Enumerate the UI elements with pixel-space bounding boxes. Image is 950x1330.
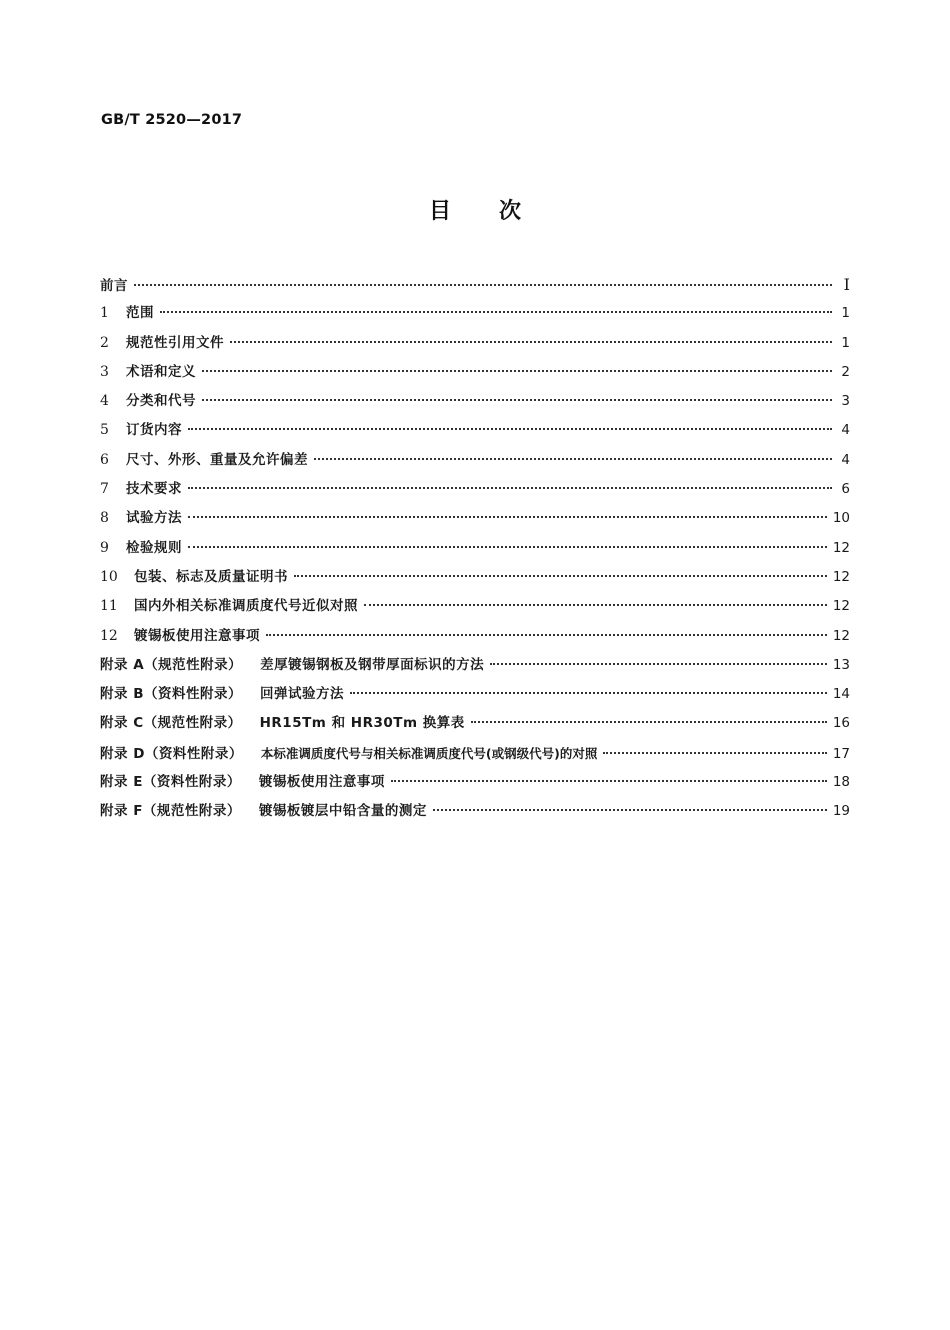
toc-entry-annex-b[interactable] (100, 680, 850, 709)
document-code: GB/T 2520—2017 (101, 112, 243, 128)
toc-annex-label: 附录 B（资料性附录） (100, 686, 242, 703)
toc-entry-temper-comparison[interactable] (100, 592, 850, 621)
toc-entry-annex-d[interactable] (100, 739, 850, 768)
toc-page-number: 1 (841, 334, 850, 351)
toc-dot-leader (603, 751, 826, 754)
toc-entry-number: 3 (100, 363, 109, 380)
toc-page-number: 6 (841, 481, 850, 498)
toc-entry-text: 范围 (126, 305, 154, 322)
toc-dot-leader (188, 486, 832, 489)
toc-dot-leader (314, 457, 832, 460)
toc-page-number: 16 (832, 715, 850, 732)
toc-list (100, 270, 850, 827)
toc-entry-dimensions[interactable] (100, 446, 850, 475)
toc-entry-text: 检验规则 (126, 539, 182, 556)
toc-entry-classification[interactable] (100, 387, 850, 416)
toc-dot-leader (188, 545, 827, 548)
toc-entry-number: 5 (100, 422, 109, 439)
toc-entry-number: 6 (100, 451, 109, 468)
toc-entry-terms[interactable] (100, 358, 850, 387)
toc-dot-leader (134, 283, 832, 286)
toc-dot-leader (471, 720, 827, 723)
toc-entry-text: 镀锡板使用注意事项 (134, 627, 260, 644)
toc-page-number: 17 (832, 745, 850, 762)
toc-entry-foreword[interactable] (100, 270, 850, 299)
toc-entry-usage-notes[interactable] (100, 622, 850, 651)
toc-dot-leader (230, 340, 832, 343)
toc-entry-number: 10 (100, 568, 118, 585)
toc-entry-text: HR15Tm 和 HR30Tm 换算表 (259, 715, 465, 732)
toc-entry-text: 镀锡板使用注意事项 (258, 774, 385, 791)
toc-page-number: 1 (841, 305, 850, 322)
toc-page-number: 19 (832, 803, 850, 820)
toc-page-number: 18 (832, 774, 850, 791)
toc-page-number: 4 (841, 451, 850, 468)
toc-entry-text: 国内外相关标准调质度代号近似对照 (134, 598, 358, 615)
toc-page-number: 12 (832, 568, 850, 585)
toc-page-number: 14 (832, 686, 850, 703)
toc-entry-text: 包装、标志及质量证明书 (134, 568, 288, 585)
toc-dot-leader (294, 574, 827, 577)
toc-page-number: I (843, 275, 850, 294)
toc-entry-number: 8 (100, 510, 109, 527)
toc-entry-annex-a[interactable] (100, 651, 850, 680)
toc-entry-inspection-rules[interactable] (100, 534, 850, 563)
toc-page-number: 4 (841, 422, 850, 439)
toc-entry-text: 回弹试验方法 (260, 686, 344, 703)
toc-page-number: 3 (841, 393, 850, 410)
toc-entry-number: 4 (100, 393, 109, 410)
toc-entry-scope[interactable] (100, 299, 850, 328)
toc-entry-number: 12 (100, 627, 118, 644)
toc-annex-label: 附录 C（规范性附录） (100, 715, 242, 732)
toc-page-number: 12 (832, 539, 850, 556)
toc-entry-normative-references[interactable] (100, 329, 850, 358)
toc-dot-leader (202, 369, 832, 372)
toc-entry-text: 订货内容 (126, 422, 182, 439)
toc-dot-leader (266, 633, 827, 636)
toc-entry-number: 9 (100, 539, 109, 556)
toc-annex-label: 附录 A（规范性附录） (100, 656, 243, 673)
toc-dot-leader (188, 427, 832, 430)
toc-entry-number: 7 (100, 481, 109, 498)
toc-entry-text: 尺寸、外形、重量及允许偏差 (126, 451, 308, 468)
toc-entry-text: 规范性引用文件 (126, 334, 224, 351)
toc-entry-annex-f[interactable] (100, 797, 850, 826)
toc-entry-packaging[interactable] (100, 563, 850, 592)
toc-entry-text: 技术要求 (126, 481, 182, 498)
toc-title: 目次 (428, 199, 569, 224)
toc-entry-text: 术语和定义 (126, 363, 196, 380)
toc-page-number: 12 (832, 598, 850, 615)
toc-annex-label: 附录 F（规范性附录） (100, 803, 241, 820)
toc-dot-leader (160, 310, 832, 313)
toc-dot-leader (350, 691, 827, 694)
toc-entry-number: 11 (100, 598, 118, 615)
toc-entry-number: 2 (100, 334, 109, 351)
toc-annex-label: 附录 E（资料性附录） (100, 774, 241, 791)
toc-dot-leader (202, 398, 832, 401)
toc-dot-leader (391, 779, 827, 782)
toc-page-number: 2 (841, 363, 850, 380)
toc-entry-number: 1 (100, 305, 109, 322)
toc-dot-leader (433, 808, 827, 811)
toc-entry-text: 本标准调质度代号与相关标准调质度代号(或钢级代号)的对照 (260, 745, 598, 761)
toc-entry-technical-requirements[interactable] (100, 475, 850, 504)
toc-entry-test-methods[interactable] (100, 504, 850, 533)
toc-entry-text: 分类和代号 (126, 393, 196, 410)
toc-page-number: 10 (832, 510, 850, 527)
toc-dot-leader (188, 515, 827, 518)
toc-annex-label: 附录 D（资料性附录） (100, 745, 243, 762)
toc-entry-text: 差厚镀锡钢板及钢带厚面标识的方法 (260, 656, 485, 673)
toc-entry-annex-c[interactable] (100, 709, 850, 738)
toc-page-number: 13 (832, 656, 850, 673)
toc-entry-annex-e[interactable] (100, 768, 850, 797)
toc-entry-text: 试验方法 (126, 510, 182, 527)
toc-entry-order-content[interactable] (100, 416, 850, 445)
toc-dot-leader (490, 662, 827, 665)
toc-entry-text: 前言 (100, 278, 128, 294)
toc-entry-text: 镀锡板镀层中铅含量的测定 (258, 803, 427, 820)
toc-dot-leader (364, 603, 827, 606)
toc-page-number: 12 (832, 627, 850, 644)
